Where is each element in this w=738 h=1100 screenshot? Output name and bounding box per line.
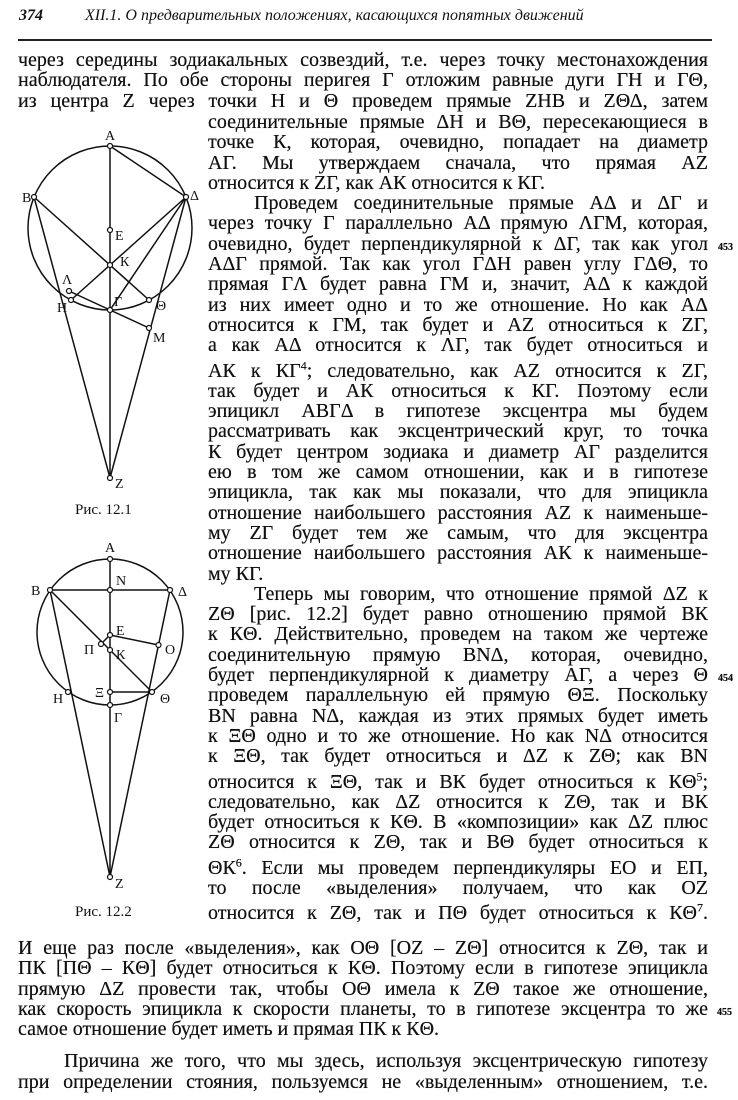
text-line: И еще раз после «выделения», как ОΘ [ОZ – ZΘ] относится к ZΘ, так и — [18, 937, 708, 959]
text-line: прямую ΔZ провести так, чтобы ОΘ имела к ZΘ такое же отношение, — [18, 977, 708, 1000]
text-line: эпицикл АВГΔ в гипотезе эксцентра мы будем — [208, 400, 708, 423]
text-line: будет относиться к КΘ. В «композиции» как ΔZ плюс — [208, 811, 708, 834]
text-line — [208, 853, 708, 878]
text-line — [208, 767, 708, 792]
line-text: АК к КГ — [208, 359, 301, 382]
line-text: относится к ΞΘ, так и ВК будет относиться к КΘ — [208, 770, 697, 793]
footnote-marker: 5 — [696, 768, 703, 783]
label-e: Е — [116, 624, 125, 639]
text-line: так будет и АК относиться к КГ. Поэтому если — [208, 379, 708, 402]
line-zhb — [34, 197, 110, 478]
text-line: Проведем соединительные прямые АΔ и ΔГ и — [254, 192, 708, 215]
text-line: относится к ZГ, как АК относится к КГ. — [208, 171, 546, 194]
text-line: к КΘ. Действительно, проведем на таком же чертеже — [208, 623, 708, 646]
text-line: соединительную прямую ВNΔ, которая, очевидно, — [208, 643, 708, 666]
margin-page-reference: 454 — [718, 673, 733, 685]
paragraph — [18, 937, 732, 1041]
text-block-bottom — [18, 937, 732, 1093]
line-text: ΘК — [208, 856, 236, 879]
text-line: из них имеет одно и то же отношение. Но как АΔ — [208, 293, 708, 316]
text-line: отношение наибольшего расстояния АК к наименьше- — [208, 542, 708, 565]
text-line: а как АΔ относится к ΛГ, так будет относиться и — [208, 334, 708, 357]
footnote-marker: 7 — [697, 900, 703, 915]
text-line: к ΞΘ, так будет относиться и ΔZ к ZΘ; как ВN — [208, 745, 708, 768]
text-line: К будет центром зодиака и диаметр АГ разделится — [208, 440, 708, 463]
label-e: Е — [115, 229, 124, 244]
label-p: П — [84, 643, 95, 658]
text-line: точке К, которая, очевидно, попадает на диаметр — [208, 131, 708, 154]
text-line: рассматривать как эксцентрический круг, то точка — [208, 420, 708, 443]
text-line — [208, 232, 733, 255]
label-z: Z — [115, 877, 124, 892]
label-n: N — [116, 574, 127, 589]
text-line: то после «выделения» получаем, что как ОZ — [208, 876, 708, 899]
line-text: будет перпендикулярной к диаметру АГ, а через Θ — [208, 664, 708, 687]
text-line — [208, 664, 733, 687]
line-text: относится к ZΘ, так и ПΘ будет относиться к КΘ — [208, 902, 697, 925]
footnote-marker: 6 — [235, 855, 242, 870]
text-line: АГ. Мы утверждаем сначала, что прямая АZ — [208, 151, 708, 174]
text-line: через середины зодиакальных созвездий, т.е. через точку местонахождения — [18, 49, 708, 71]
figure-caption: Рис. 12.1 — [75, 502, 132, 518]
label-k: К — [116, 648, 126, 663]
text-line: ВN равна NΔ, каждая из этих прямых будет иметь — [208, 704, 708, 727]
text-line: Причина же того, что мы здесь, используя эксцентрическую гипотезу — [64, 1050, 708, 1073]
label-h: Н — [53, 692, 64, 707]
paragraph — [208, 112, 708, 193]
label-b: В — [31, 584, 41, 599]
line-zhb — [50, 590, 110, 877]
running-title: XII.1. О предварительных положениях, касающихся попятных движений — [85, 7, 584, 24]
text-line: отношение наибольшего расстояния АZ к наименьше- — [208, 501, 708, 524]
line-text: как скорость эпицикла к скорости планеты, то в гипотезе эксцентра то же — [18, 997, 708, 1020]
line-text: очевидно, будет перпендикулярной к ΔГ, так как угол — [208, 232, 708, 255]
text-line: следовательно, как ΔZ относится к ZΘ, так и ВК — [208, 790, 708, 813]
figure-caption: Рис. 12.2 — [75, 904, 132, 920]
label-g: Г — [114, 711, 123, 726]
label-d: Δ — [190, 189, 200, 204]
text-line: АΔГ прямой. Так как угол ГΔН равен углу ГΔΘ, то — [208, 253, 708, 276]
margin-page-reference: 453 — [718, 241, 733, 253]
label-k: К — [120, 255, 130, 270]
text-block-right-column — [208, 111, 733, 925]
label-a: А — [105, 541, 116, 556]
line-ad — [110, 146, 186, 197]
text-line: эпицикла, так как мы показали, что для эпицикла — [208, 481, 708, 504]
label-z: Z — [115, 477, 124, 492]
text-line: наблюдателя. По обе стороны перигея Г отложим равные дуги ГН и ГΘ, — [18, 69, 708, 92]
paragraph — [18, 1051, 708, 1092]
line-text: . — [703, 902, 708, 925]
figures-column — [0, 0, 210, 940]
text-line: му ZГ будет тем же самым, что для эксцентра — [208, 521, 708, 544]
label-a: А — [105, 129, 116, 144]
text-line: Теперь мы говорим, что отношение прямой ΔZ к — [254, 582, 708, 605]
text-line: соединительные прямые ΔН и ВΘ, пересекающиеся в — [208, 111, 708, 133]
line-text: ; — [702, 770, 708, 793]
text-line: самое отношение будет иметь и прямая ПК к КΘ. — [18, 1018, 440, 1041]
label-t: Θ — [160, 692, 171, 707]
text-line: ПК [ПΘ – КΘ] будет относиться к КΘ. Поэтому если в гипотезе эпицикла — [18, 957, 708, 980]
text-line — [18, 997, 732, 1020]
label-b: В — [22, 191, 32, 206]
text-line: ею в том же самом отношении, как и в гипотезе — [208, 461, 708, 484]
label-h: Н — [57, 301, 68, 316]
label-g: Г — [114, 295, 123, 310]
label-t: Θ — [156, 299, 167, 314]
text-line: при определении стояния, пользуемся не «выделенным» отношением, т.е. — [18, 1070, 708, 1093]
footnote-marker: 4 — [300, 357, 307, 372]
text-line: через точку Г параллельно АΔ прямую ΛГМ, которая, — [208, 212, 708, 235]
text-line: относится к ГМ, так будет и АZ относиться к ZГ, — [208, 313, 708, 336]
line-text: . Если мы проведем перпендикуляры ЕО и ЕП, — [241, 856, 708, 879]
margin-page-reference: 455 — [717, 1006, 732, 1018]
text-line: из центра Z через точки Н и Θ проведем прямые ZНВ и ZΘΔ, затем — [18, 89, 708, 112]
text-line — [208, 356, 708, 381]
label-l: Λ — [62, 273, 73, 288]
label-d: Δ — [178, 585, 188, 600]
page-number: 374 — [19, 7, 43, 24]
paragraph — [208, 582, 733, 925]
label-m: М — [153, 331, 166, 346]
line-text: ; следовательно, как АZ относится к ZГ, — [306, 359, 708, 382]
figure-12-2 — [31, 541, 187, 920]
text-line: прямая ГΛ будет равна ГМ и, значит, АΔ к каждой — [208, 273, 708, 296]
label-o: О — [165, 643, 176, 658]
text-line: му КГ. — [208, 562, 264, 585]
figure-12-1 — [22, 129, 199, 518]
text-line: проведем параллельную ей прямую ΘΞ. Поскольку — [208, 684, 708, 707]
text-line: к ΞΘ одно и то же отношение. Но как NΔ относится — [208, 724, 708, 747]
text-line — [208, 898, 708, 923]
label-x: Ξ — [95, 686, 105, 701]
paragraph — [208, 192, 733, 585]
text-line: ZΘ [рис. 12.2] будет равно отношению прямой ВК — [208, 603, 708, 626]
text-line: ZΘ относится к ZΘ, так и ВΘ будет относиться к — [208, 831, 708, 854]
line-dg — [110, 197, 186, 310]
